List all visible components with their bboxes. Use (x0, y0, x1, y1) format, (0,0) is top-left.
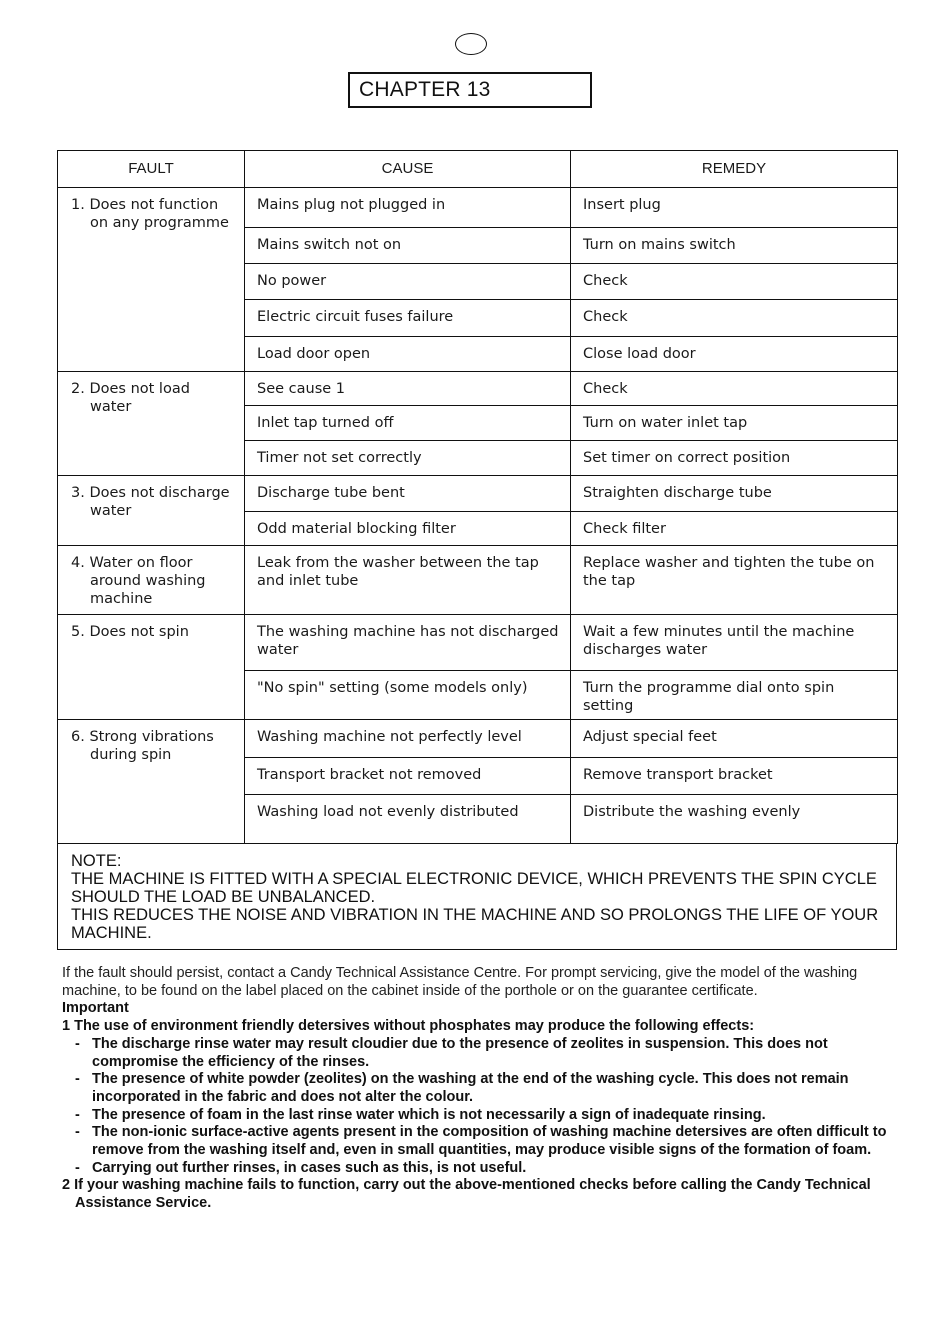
cause-cell: See cause 1 (245, 372, 571, 406)
cause-cell: Timer not set correctly (245, 441, 571, 476)
cause-cell: No power (245, 264, 571, 300)
cause-cell: Inlet tap turned off (245, 406, 571, 441)
header-remedy: REMEDY (571, 151, 898, 188)
table-row (58, 720, 898, 758)
chapter-title: CHAPTER 13 (348, 72, 592, 108)
intro-paragraph: If the fault should persist, contact a Candy Technical Assistance Centre. For prompt servicing, give the model of the washing machine, to be found on the label placed on the cabinet inside of the porthole or on the guarantee certificate. (62, 965, 858, 999)
header-cause: CAUSE (245, 151, 571, 188)
cause-cell: Odd material blocking filter (245, 512, 571, 546)
cause-cell: Mains switch not on (245, 228, 571, 264)
cause-cell: Transport bracket not removed (245, 758, 571, 795)
troubleshooting-table (57, 150, 898, 844)
remedy-cell: Turn the programme dial onto spin setting (571, 671, 898, 720)
note-line: SHOULD THE LOAD BE UNBALANCED. (71, 888, 376, 906)
cause-cell: Washing machine not perfectly level (245, 720, 571, 758)
cause-cell: The washing machine has not discharged water (245, 615, 571, 671)
list-item: - The discharge rinse water may result cloudier due to the presence of zeolites in suspension. This does not compromise the efficiency of the rinses. (75, 1035, 828, 1070)
remedy-cell: Insert plug (571, 188, 898, 228)
fault-cell: 3. Does not discharge water (58, 476, 245, 546)
cause-cell: Mains plug not plugged in (245, 188, 571, 228)
note-line: NOTE: (71, 852, 122, 870)
remedy-cell: Straighten discharge tube (571, 476, 898, 512)
list-item: - The presence of white powder (zeolites) on the washing at the end of the washing cycle. This does not remain incorporated in the fabric and does not alter the colour. (75, 1071, 849, 1105)
table-row (58, 476, 898, 512)
cause-cell: Leak from the washer between the tap and inlet tube (245, 546, 571, 615)
important-item-1: 1 The use of environment friendly detersives without phosphates may produce the following effects: (62, 1018, 755, 1035)
remedy-cell: Check (571, 300, 898, 337)
cause-cell: Load door open (245, 337, 571, 372)
remedy-cell: Replace washer and tighten the tube on the tap (571, 546, 898, 615)
important-heading: Important (62, 1000, 129, 1017)
fault-cell: 1. Does not function on any programme (58, 188, 245, 372)
header-fault: FAULT (58, 151, 245, 188)
remedy-cell: Close load door (571, 337, 898, 372)
remedy-cell: Turn on mains switch (571, 228, 898, 264)
table-row (58, 188, 898, 228)
remedy-cell: Check filter (571, 512, 898, 546)
cause-cell: Electric circuit fuses failure (245, 300, 571, 337)
remedy-cell: Wait a few minutes until the machine discharges water (571, 615, 898, 671)
fault-cell: 4. Water on floor around washing machine (58, 546, 245, 615)
note-line: THIS REDUCES THE NOISE AND VIBRATION IN THE MACHINE AND SO PROLONGS THE LIFE OF YOUR (71, 906, 879, 924)
cause-cell: Washing load not evenly distributed (245, 795, 571, 844)
fault-cell: 2. Does not load water (58, 372, 245, 476)
table-row (58, 546, 898, 615)
list-item: - The non-ionic surface-active agents present in the composition of washing machine detersives are often difficult to remove from the washing itself and, even in small quantities, may produce visible signs of the formation of foam. (75, 1124, 887, 1159)
remedy-cell: Remove transport bracket (571, 758, 898, 795)
table-header-row (58, 151, 898, 188)
important-item-2: 2 If your washing machine fails to function, carry out the above-mentioned checks before calling the Candy Technical Assistance Service. (62, 1177, 871, 1212)
remedy-cell: Check (571, 264, 898, 300)
language-circle-marker (455, 33, 487, 55)
note-line: THE MACHINE IS FITTED WITH A SPECIAL ELECTRONIC DEVICE, WHICH PREVENTS THE SPIN CYCLE (71, 870, 877, 888)
table-row (58, 615, 898, 671)
remedy-cell: Turn on water inlet tap (571, 406, 898, 441)
remedy-cell: Set timer on correct position (571, 441, 898, 476)
list-item: - Carrying out further rinses, in cases such as this, is not useful. (75, 1159, 527, 1176)
list-item: - The presence of foam in the last rinse water which is not necessarily a sign of inadequate rinsing. (75, 1106, 766, 1123)
fault-cell: 6. Strong vibrations during spin (58, 720, 245, 844)
effects-list (62, 1036, 897, 1178)
fault-cell: 5. Does not spin (58, 615, 245, 720)
note-box (57, 844, 897, 950)
remedy-cell: Distribute the washing evenly (571, 795, 898, 844)
cause-cell: Discharge tube bent (245, 476, 571, 512)
cause-cell: "No spin" setting (some models only) (245, 671, 571, 720)
table-row (58, 372, 898, 406)
remedy-cell: Adjust special feet (571, 720, 898, 758)
note-line: MACHINE. (71, 924, 152, 942)
remedy-cell: Check (571, 372, 898, 406)
footer-text (62, 965, 897, 1213)
